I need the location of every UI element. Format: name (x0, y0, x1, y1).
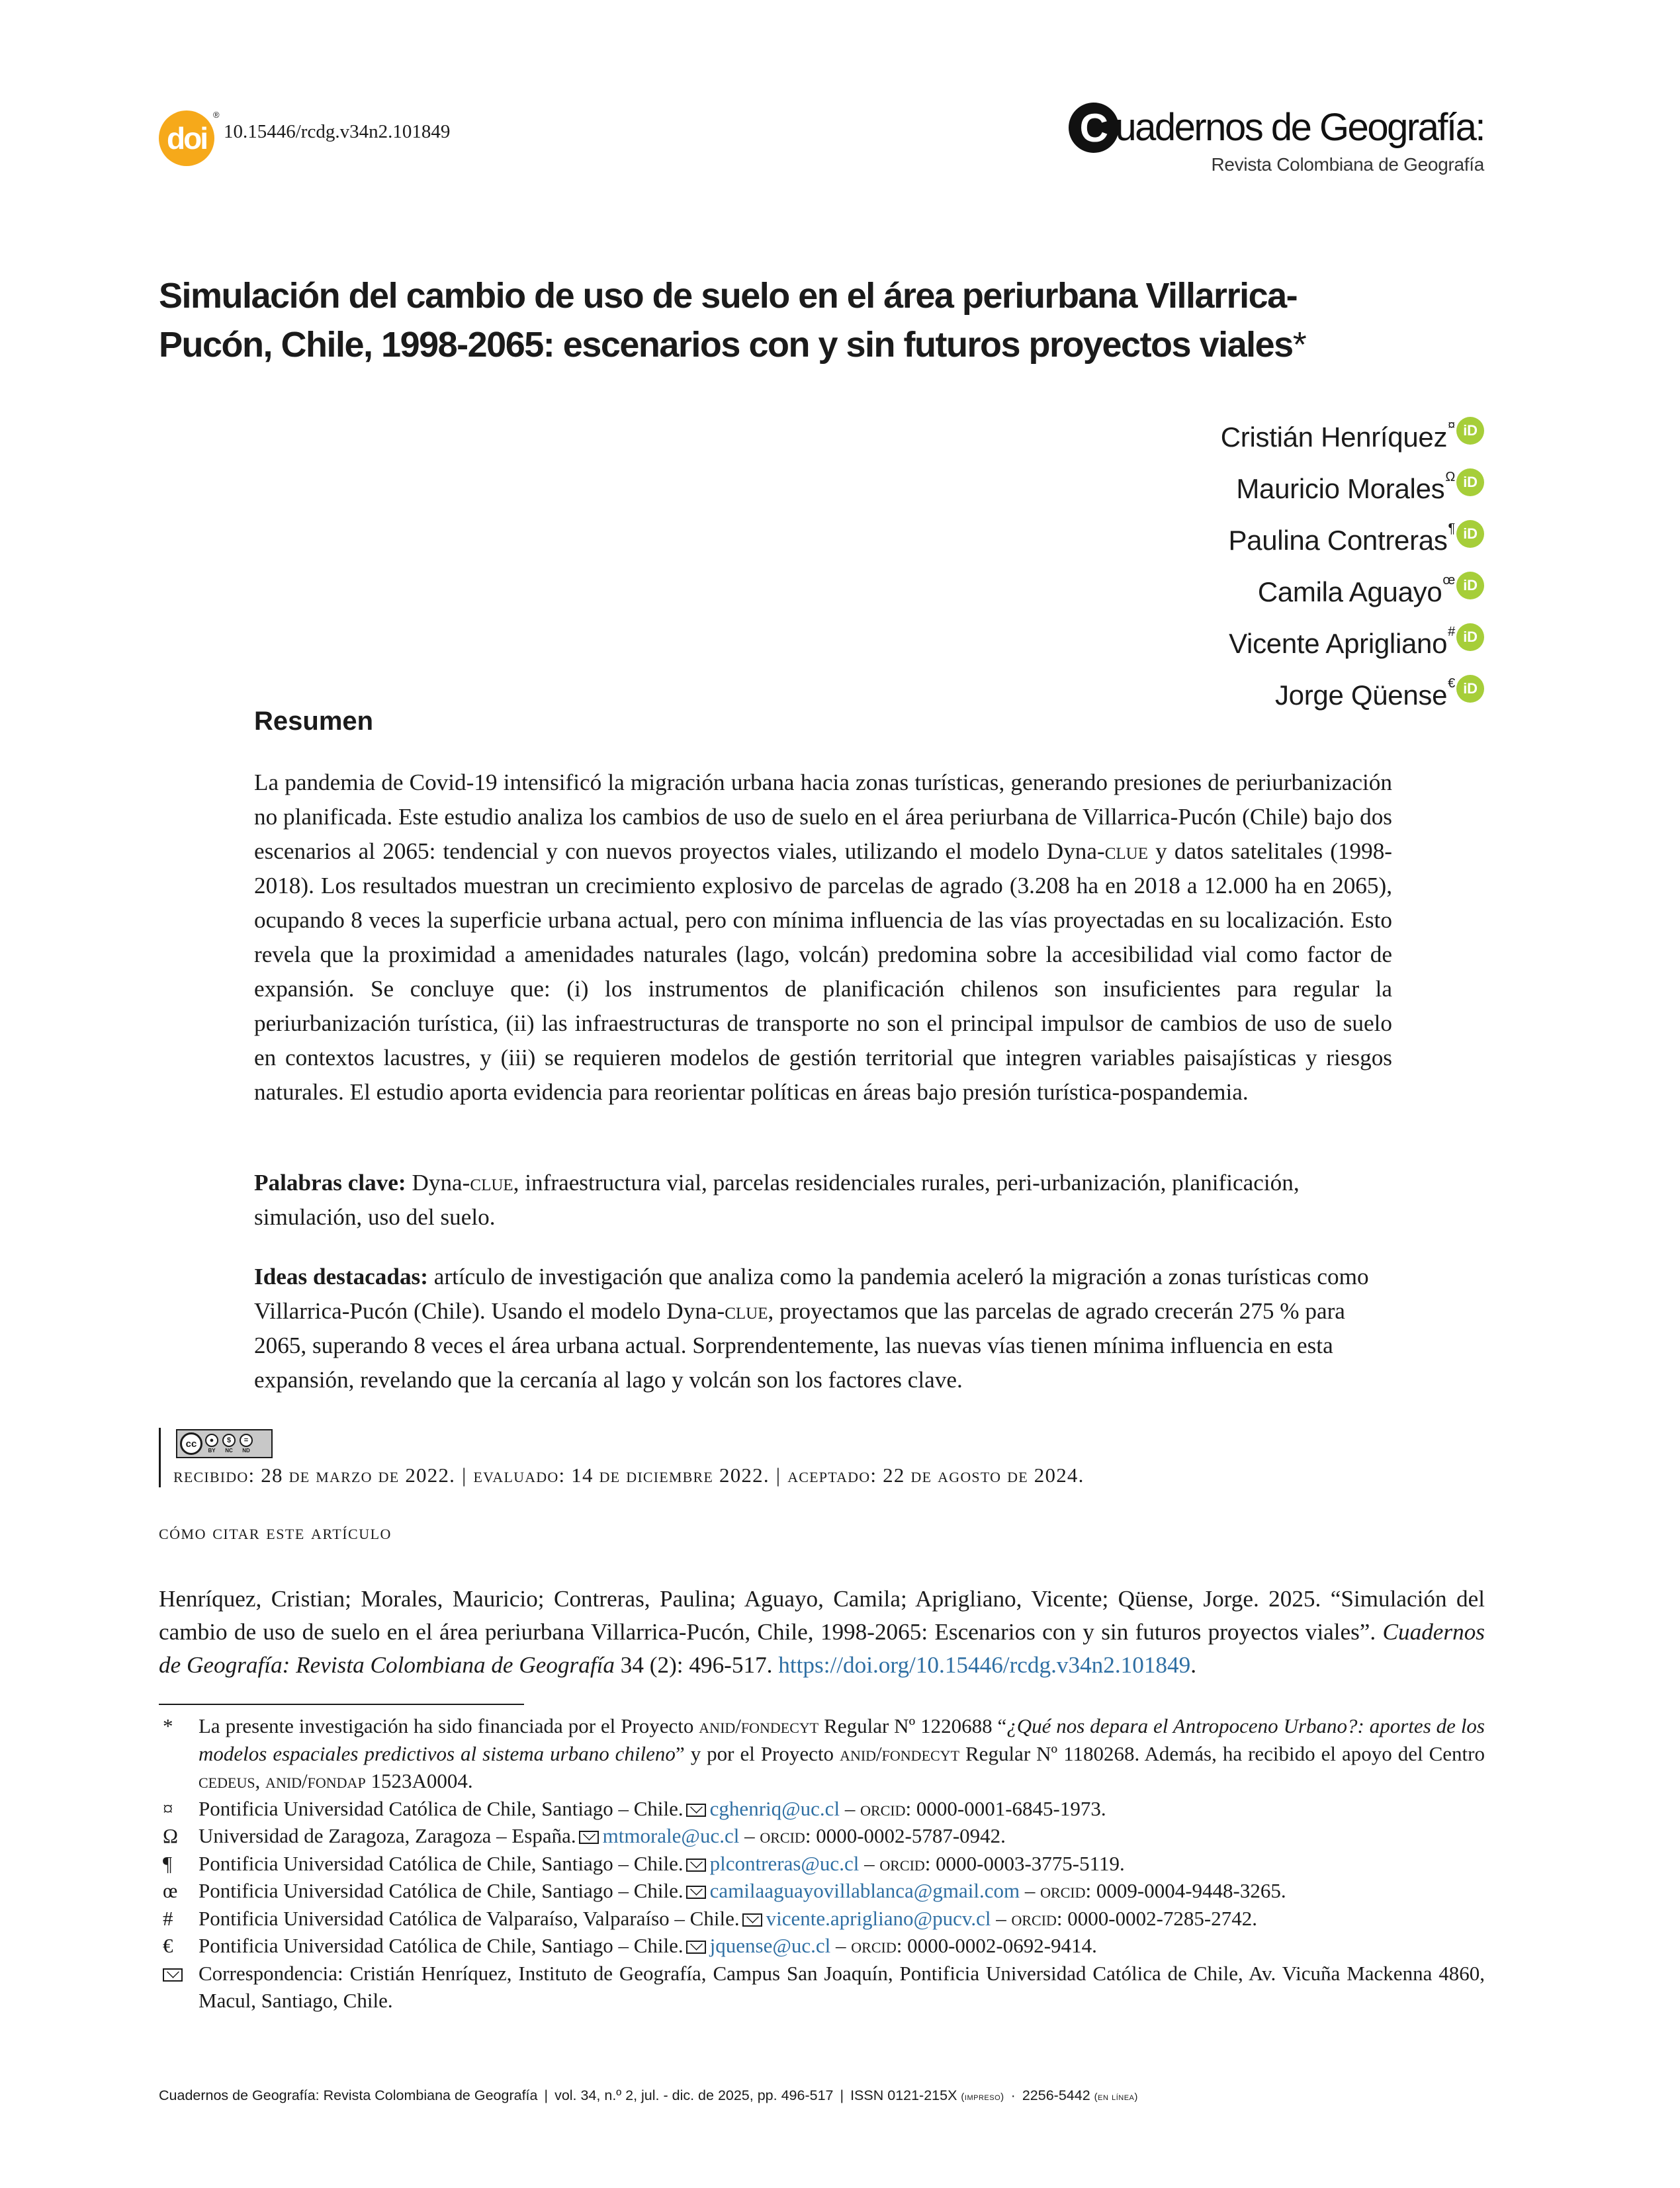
cc-by-label: BY (208, 1448, 216, 1454)
footnote-mark: * (163, 1714, 173, 1737)
affiliation-institution: Pontificia Universidad Católica de Chile, Santiago – Chile. (199, 1796, 684, 1820)
dash: – (1020, 1879, 1041, 1902)
journal-logo-letter: C (1069, 103, 1119, 153)
footnote-body: Correspondencia: Cristián Henríquez, Instituto de Geografía, Campus San Joaquín, Pontificia Universidad Católica de Chile, Av. Vicuña Mackenna 4860, Macul, Santiago, Chile. (199, 1961, 1485, 2012)
footnote-part: La presente investigación ha sido financiada por el Proyecto (199, 1714, 699, 1737)
journal-logo-subtitle: Revista Colombiana de Geografía (1211, 154, 1484, 175)
orcid-label: orcid (860, 1796, 906, 1820)
highlights-part: artículo de investigación que analiza como la pandemia aceleró la migración a zonas turísticas como Villarrica-Pucón (Chile). Usando el modelo Dyna- (254, 1264, 1369, 1324)
footnote-part: ” y por el Proyecto (675, 1741, 840, 1765)
footnote-acronym: anid/fondecyt (699, 1714, 819, 1737)
affiliation-mark: ¶ (1448, 521, 1455, 536)
cc-license-badge[interactable] (176, 1429, 273, 1458)
abstract-heading: Resumen (254, 707, 374, 736)
cc-nc-icon: $ (222, 1434, 236, 1447)
article-title (159, 271, 1416, 369)
abstract-part: y datos satelitales (1998-2018). Los resultados muestran un crecimiento explosivo de parcelas de agrado (3.208 ha en 2018 a 12.000 ha en 2065), ocupando 8 veces la superficie urbana actual, pero con mínima influencia de las vías proyectadas en su localización. Esto revela que la proximidad a amenidades naturales (lago, volcán) predomina sobre la accesibilidad vial como factor de expansión. Se concluye que: (i) los instrumentos de planificación chilenos son insuficientes para regular la periurbanización turística, (ii) las infraestructuras de transporte no son el principal impulsor de cambios de uso de suelo en contextos lacustres, y (iii) se requieren modelos de gestión territorial que integren variables paisajísticas y riesgos naturales. El estudio aporta evidencia para reorientar políticas en áreas bajo presión turística-pospandemia. (254, 838, 1393, 1105)
footer-issn-online: 2256-5442 (1022, 2087, 1090, 2103)
author-name: Paulina Contreras (1228, 525, 1448, 556)
article-title-line-1: Simulación del cambio de uso de suelo en el área periurbana Villarrica- (159, 276, 1298, 316)
footnote-mark: € (163, 1934, 173, 1957)
footnote-body (199, 1712, 1485, 1795)
affiliation-institution: Pontificia Universidad Católica de Chile, Santiago – Chile. (199, 1879, 684, 1902)
dash: – (830, 1934, 852, 1957)
footer-separator: | (544, 2087, 549, 2103)
journal-logo-name: uadernos de Geografía: (1115, 106, 1484, 149)
affiliation-mark: € (1448, 676, 1455, 691)
date-received: recibido: 28 de marzo de 2022. (173, 1464, 456, 1487)
affiliation-mark: ¤ (1448, 417, 1455, 433)
author-email-link[interactable]: vicente.aprigliano@pucv.cl (766, 1906, 991, 1930)
keywords-model-name: clue (470, 1170, 513, 1196)
cc-nc-label: NC (225, 1448, 233, 1454)
footnote-mark: Ω (163, 1824, 179, 1847)
affiliation-institution: Pontificia Universidad Católica de Chile, Santiago – Chile. (199, 1851, 684, 1875)
cc-by-icon: ● (205, 1434, 218, 1447)
citation-text (159, 1583, 1485, 1682)
author-name: Camila Aguayo (1257, 576, 1442, 607)
footnote-affiliation (159, 1877, 1485, 1905)
footnote-affiliation (159, 1932, 1485, 1960)
author-aguayo (1221, 566, 1484, 618)
date-accepted: aceptado: 22 de agosto de 2024. (787, 1464, 1084, 1487)
date-separator: | (775, 1464, 781, 1487)
footnote-part: Regular Nº 1180268. Además, ha recibido el apoyo del Centro (959, 1741, 1485, 1765)
orcid-label: orcid (1011, 1906, 1057, 1930)
footer-online-label: (en línea) (1094, 2091, 1138, 2103)
abstract-model-name: clue (1104, 838, 1149, 864)
citation-heading: cómo citar este artículo (159, 1520, 392, 1544)
keywords-part: , infraestructura vial, parcelas residenciales rurales, peri-urbanización, planificación, simulación, uso del suelo. (254, 1170, 1300, 1230)
orcid-icon[interactable]: iD (1456, 572, 1484, 599)
footer-separator: | (840, 2087, 844, 2103)
cc-nd-icon: = (240, 1434, 253, 1447)
title-footnote-mark[interactable]: * (1292, 325, 1306, 365)
orcid-icon[interactable]: iD (1456, 623, 1484, 651)
footnote-body (199, 1822, 1485, 1850)
citation-journal: Cuadernos de Geografía: Revista Colombiana de Geografía (159, 1619, 1485, 1678)
footnote-rule (159, 1704, 524, 1705)
cc-icon: cc (180, 1432, 202, 1455)
cc-nd-label: ND (242, 1448, 250, 1454)
orcid-label: orcid (1040, 1879, 1086, 1902)
affiliation-institution: Universidad de Zaragoza, Zaragoza – España. (199, 1824, 576, 1847)
footnote-affiliation (159, 1905, 1485, 1933)
affiliation-mark: Ω (1445, 469, 1455, 484)
footnote-mark: ¤ (163, 1796, 173, 1820)
affiliation-institution: Pontificia Universidad Católica de Valparaíso, Valparaíso – Chile. (199, 1906, 740, 1930)
footnote-correspondence (159, 1960, 1485, 2015)
publication-dates (173, 1464, 1084, 1487)
mail-icon (686, 1804, 706, 1817)
highlights-part: , proyectamos que las parcelas de agrado crecerán 275 % para 2065, superando 8 veces el área urbana actual. Sorprendentemente, las nuevas vías tienen mínima influencia en esta expansión, revelando que la cercanía al lago y volcán son los factores clave. (254, 1298, 1345, 1393)
author-aprigliano (1221, 618, 1484, 670)
keywords-label: Palabras clave: (254, 1170, 406, 1196)
author-name: Mauricio Morales (1236, 473, 1445, 504)
orcid-label: orcid (879, 1851, 925, 1875)
orcid-label: orcid (851, 1934, 897, 1957)
author-name: Jorge Qüense (1274, 679, 1448, 711)
citation-doi-link[interactable]: https://doi.org/10.15446/rcdg.v34n2.101849 (778, 1652, 1191, 1678)
footer-dot: · (1010, 2087, 1016, 2103)
footnote-body (199, 1877, 1485, 1905)
author-email-link[interactable]: mtmorale@uc.cl (602, 1824, 740, 1847)
citation-end: . (1190, 1652, 1197, 1678)
author-email-link[interactable]: cghenriq@uc.cl (709, 1796, 840, 1820)
footnote-body (199, 1932, 1485, 1960)
orcid-number: : 0000-0002-5787-0942. (805, 1824, 1006, 1847)
footnote-mark: œ (163, 1879, 178, 1902)
orcid-number: : 0000-0002-7285-2742. (1056, 1906, 1257, 1930)
doi-registered-mark: ® (213, 110, 220, 120)
abstract-part: La pandemia de Covid-19 intensificó la migración urbana hacia zonas turísticas, generando presiones de periurbanización no planificada. Este estudio analiza los cambios de uso de suelo en el área periurbana de Villarrica-Pucón (Chile) bajo dos escenarios al 2065: tendencial y con nuevos proyectos viales, utilizando el modelo Dyna- (254, 769, 1392, 864)
mail-icon (742, 1913, 762, 1927)
journal-logo (1069, 103, 1484, 175)
citation-part: Henríquez, Cristian; Morales, Mauricio; Contreras, Paulina; Aguayo, Camila; Aprigliano, Vicente; Qüense, Jorge. 2025. “Simulación del cambio de uso de suelo en el área periurbana Villarrica-Pucón, Chile, 1998-2065: Escenarios con y sin futuros proyectos viales”. (159, 1586, 1485, 1645)
dash: – (991, 1906, 1012, 1930)
footnote-body (199, 1795, 1485, 1823)
footnote-mark: ¶ (163, 1851, 173, 1875)
dash: – (859, 1851, 880, 1875)
orcid-number: : 0009-0004-9448-3265. (1085, 1879, 1286, 1902)
footnote-mark: # (163, 1906, 173, 1930)
highlights-model-name: clue (725, 1298, 768, 1324)
mail-icon (163, 1968, 183, 1982)
orcid-icon[interactable]: iD (1456, 520, 1484, 548)
keywords (254, 1166, 1392, 1235)
orcid-label: orcid (760, 1824, 805, 1847)
author-email-link[interactable]: plcontreras@uc.cl (709, 1851, 860, 1875)
date-evaluated: evaluado: 14 de diciembre 2022. (473, 1464, 770, 1487)
highlights (254, 1260, 1392, 1397)
highlights-label: Ideas destacadas: (254, 1264, 428, 1290)
mail-icon (686, 1886, 706, 1899)
abstract-text (254, 766, 1392, 1110)
mail-icon (686, 1859, 706, 1872)
footnote-funding (159, 1712, 1485, 1795)
orcid-icon[interactable]: iD (1456, 468, 1484, 496)
author-henriquez (1221, 412, 1484, 463)
orcid-number: : 0000-0001-6845-1973. (905, 1796, 1106, 1820)
date-separator: | (462, 1464, 467, 1487)
footnote-mark (159, 1960, 199, 2015)
footnote-part: 1523A0004. (365, 1769, 473, 1792)
dash: – (739, 1824, 760, 1847)
footnote-part: Regular Nº 1220688 “ (818, 1714, 1007, 1737)
author-list (1221, 412, 1484, 721)
footnote-body (199, 1905, 1485, 1933)
footer-print-label: (impreso) (961, 2091, 1004, 2103)
orcid-number: : 0000-0003-3775-5119. (924, 1851, 1125, 1875)
author-name: Cristián Henríquez (1220, 421, 1448, 453)
author-morales (1221, 463, 1484, 515)
footnote-acronym: cedeus, anid/fondap (199, 1769, 366, 1792)
license-bar (159, 1428, 161, 1487)
footer-issue: vol. 34, n.º 2, jul. - dic. de 2025, pp. 496-517 (554, 2087, 834, 2103)
footnote-project-title: ¿Qué nos depara el Antropoceno Urbano?: aportes de los modelos espaciales predictivos al sistema urbano chileno (199, 1714, 1485, 1765)
author-quense (1221, 670, 1484, 721)
author-email-link[interactable]: camilaaguayovillablanca@gmail.com (709, 1879, 1020, 1902)
page-footer (159, 2087, 1138, 2104)
keywords-part: Dyna- (406, 1170, 470, 1196)
citation-part: 34 (2): 496-517. (615, 1652, 779, 1678)
footer-issn-print: ISSN 0121-215X (850, 2087, 957, 2103)
footnote-affiliation (159, 1822, 1485, 1850)
footnotes (159, 1712, 1485, 2015)
article-title-line-2: Pucón, Chile, 1998-2065: escenarios con y sin futuros proyectos viales (159, 325, 1293, 365)
doi-identifier[interactable]: 10.15446/rcdg.v34n2.101849 (224, 121, 451, 142)
affiliation-mark: # (1448, 624, 1455, 639)
mail-icon (686, 1941, 706, 1954)
doi-logo: doi (159, 110, 214, 166)
dash: – (840, 1796, 861, 1820)
footnote-affiliation (159, 1850, 1485, 1878)
author-contreras (1221, 515, 1484, 566)
orcid-icon[interactable]: iD (1456, 417, 1484, 445)
mail-icon (579, 1831, 599, 1844)
footer-journal: Cuadernos de Geografía: Revista Colombiana de Geografía (159, 2087, 538, 2103)
author-email-link[interactable]: jquense@uc.cl (709, 1934, 831, 1957)
affiliation-mark: œ (1442, 572, 1455, 588)
affiliation-institution: Pontificia Universidad Católica de Chile, Santiago – Chile. (199, 1934, 684, 1957)
orcid-number: : 0000-0002-0692-9414. (896, 1934, 1097, 1957)
orcid-icon[interactable]: iD (1456, 675, 1484, 703)
footnote-affiliation (159, 1795, 1485, 1823)
cc-terms (205, 1434, 253, 1454)
footnote-body (199, 1850, 1485, 1878)
footnote-acronym: anid/fondecyt (840, 1741, 960, 1765)
author-name: Vicente Aprigliano (1229, 628, 1448, 659)
